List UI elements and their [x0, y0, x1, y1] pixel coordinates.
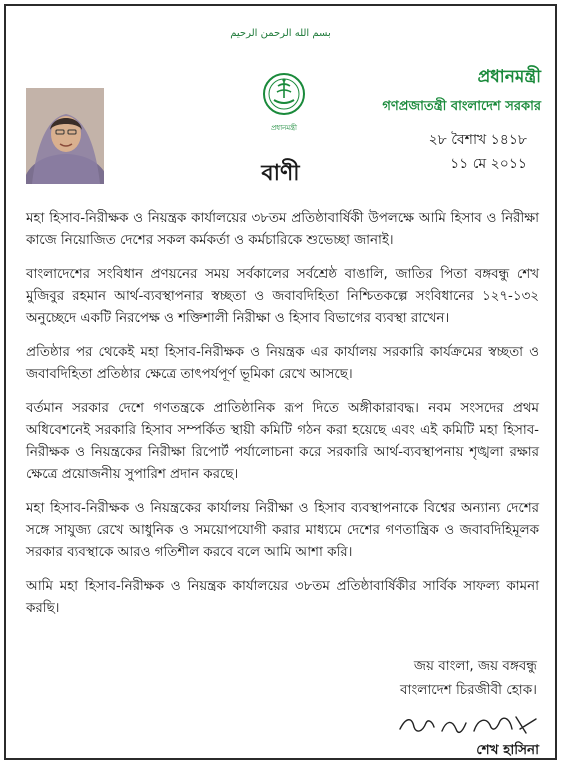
office-title-block: [382, 64, 541, 118]
date-bangla: ২৮ বৈশাখ ১৪১৮: [428, 132, 527, 148]
closing-block: [400, 654, 537, 702]
handwritten-signature: [396, 709, 546, 741]
emblem-caption: প্রধানমন্ত্রী: [270, 124, 298, 132]
paragraph: বাংলাদেশের সংবিধান প্রণয়নের সময় সর্বকালের সর্বশ্রেষ্ঠ বাঙালি, জাতির পিতা বঙ্গবন্ধু শেখ মুজিবুর রহমান আর্থ-ব্যবস্থাপনার স্বচ্ছতা ও জবাবদিহিতা নিশ্চিতকল্পে সংবিধানের ১২৭-১৩২ অনুচ্ছেদে একটি নিরপেক্ষ ও শক্তিশালী নিরীক্ষা ও হিসাব বিভাগের ব্যবস্থা রাখেন।: [26, 267, 539, 326]
message-body: [26, 208, 539, 632]
paragraph: মহা হিসাব-নিরীক্ষক ও নিয়ন্ত্রকের কার্যালয় নিরীক্ষা ও হিসাব ব্যবস্থাপনাকে বিশ্বের অন্যান্য দেশের সঙ্গে সাযুজ্য রেখে আধুনিক ও সময়োপযোগী করার মাধ্যমে দেশের গণতান্ত্রিক ও জবাবদিহিমূলক সরকার ব্যবস্থাকে আরও গতিশীল করবে বলে আমি আশা করি।: [26, 501, 539, 560]
paragraph: মহা হিসাব-নিরীক্ষক ও নিয়ন্ত্রক কার্যালয়ের ৩৮তম প্রতিষ্ঠাবার্ষিকী উপলক্ষে আমি হিসাব ও নিরীক্ষা কাজে নিয়োজিত দেশের সকল কর্মকর্তা ও কর্মচারিকে শুভেচ্ছা জানাই।: [26, 211, 539, 248]
closing-line: জয় বাংলা, জয় বঙ্গবন্ধু: [413, 658, 537, 674]
paragraph: আমি মহা হিসাব-নিরীক্ষক ও নিয়ন্ত্রক কার্যালয়ের ৩৮তম প্রতিষ্ঠাবার্ষিকীর সার্বিক সাফল্য কামনা করছি।: [26, 579, 539, 616]
office-title: প্রধানমন্ত্রী: [477, 67, 541, 87]
message-page: [4, 4, 557, 760]
paragraph: বর্তমান সরকার দেশে গণতন্ত্রকে প্রাতিষ্ঠানিক রূপ দিতে অঙ্গীকারাবদ্ধ। নবম সংসদের প্রথম অধিবেশনেই সরকারি হিসাব সম্পর্কিত স্থায়ী কমিটি গঠন করা হয়েছে এবং এই কমিটি মহা হিসাব-নিরীক্ষক ও নিয়ন্ত্রকের নিরীক্ষা রিপোর্ট পর্যালোচনা করে সরকারি আর্থ-ব্যবস্থাপনায় শৃঙ্খলা রক্ষার ক্ষেত্রে প্রয়োজনীয় সুপারিশ প্রদান করছে।: [26, 401, 539, 482]
signer-name: শেখ হাসিনা: [476, 742, 539, 758]
date-gregorian: ১১ মে ২০১১: [450, 156, 527, 172]
page-title: বাণী: [261, 161, 300, 186]
closing-line: বাংলাদেশ চিরজীবী হোক।: [400, 682, 537, 698]
paragraph: প্রতিষ্ঠার পর থেকেই মহা হিসাব-নিরীক্ষক ও নিয়ন্ত্রক এর কার্যালয় সরকারি কার্যক্রমের স্বচ্ছতা ও জবাবদিহিতা প্রতিষ্ঠার ক্ষেত্রে তাৎপর্যপূর্ণ ভূমিকা রেখে আসছে।: [26, 345, 539, 382]
government-emblem: [260, 72, 308, 132]
government-name: গণপ্রজাতন্ত্রী বাংলাদেশ সরকার: [382, 99, 541, 114]
bismillah-calligraphy: بسم الله الرحمن الرحيم: [230, 28, 331, 39]
